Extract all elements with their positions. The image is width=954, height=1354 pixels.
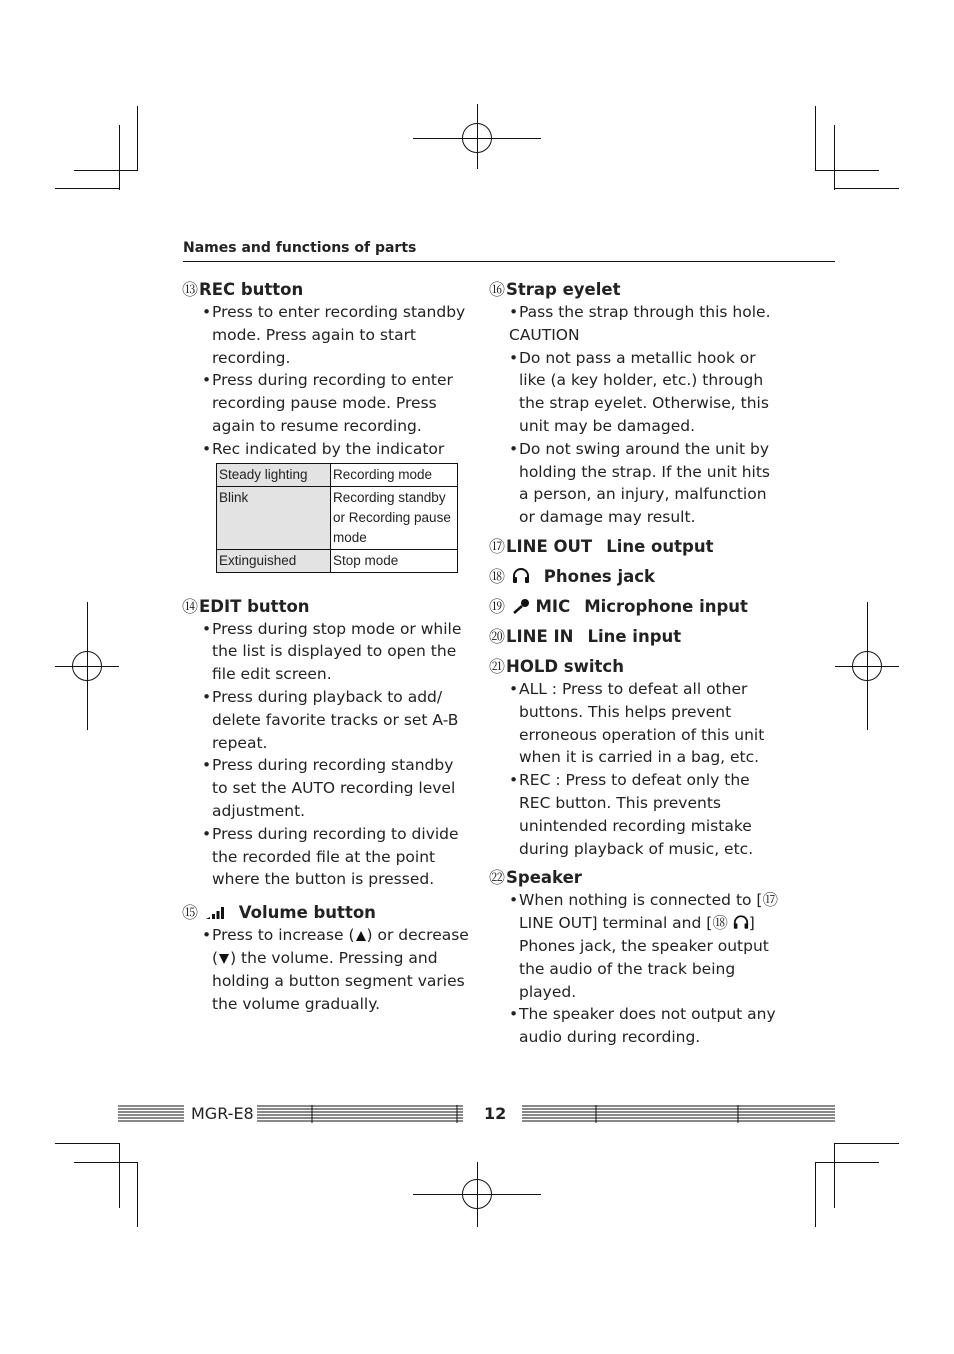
crop-mark	[119, 125, 120, 190]
left-column	[182, 278, 472, 1015]
list-item	[182, 754, 472, 822]
list-item-text: Pass the strap through this hole.	[519, 303, 771, 321]
list-item-text: ) the volume. Pressing and holding a button segment varies the volume gradually.	[212, 948, 465, 1013]
mic-heading	[489, 595, 779, 618]
phones-jack-desc: Phones jack	[543, 566, 655, 586]
crop-mark	[834, 1143, 835, 1208]
list-item-text: Press during recording to divide the recorded file at the point where the button is pressed.	[212, 824, 459, 889]
bullet: •	[202, 756, 212, 775]
registration-circle	[462, 123, 492, 153]
list-item-text: When nothing is connected to [⑰ LINE OUT] terminal and [⑱	[519, 891, 778, 933]
volume-bars-icon	[205, 906, 225, 920]
table-cell-state: Steady lighting	[217, 463, 331, 486]
speaker-title: Speaker	[506, 868, 582, 888]
item-number: ⑭	[182, 596, 199, 616]
mic-desc: Microphone input	[584, 596, 748, 616]
table-cell-state: Blink	[217, 486, 331, 549]
table-row	[217, 486, 458, 549]
line-in-heading	[489, 625, 779, 648]
speaker-list	[489, 889, 779, 1049]
mic-label: MIC	[535, 596, 571, 616]
triangle-up-icon	[355, 930, 367, 942]
strap-eyelet-list	[489, 301, 779, 324]
phones-jack-heading	[489, 565, 779, 588]
table-cell-mode: Recording standby or Recording pause mode	[331, 486, 458, 549]
rec-button-title: REC button	[199, 280, 304, 299]
crop-mark	[74, 1162, 138, 1163]
list-item	[182, 369, 472, 437]
list-item-text: Do not pass a metallic hook or like (a key holder, etc.) through the strap eyelet. Otherwise, this unit may be damaged.	[519, 348, 769, 435]
volume-button-title: Volume button	[238, 903, 376, 923]
crop-mark	[815, 1162, 816, 1227]
list-item	[489, 1003, 779, 1049]
table-row	[217, 549, 458, 572]
crop-mark	[815, 170, 879, 171]
list-item	[182, 301, 472, 369]
bullet: •	[509, 348, 519, 367]
indicator-table	[216, 463, 458, 573]
spacer	[182, 891, 472, 901]
bullet: •	[509, 891, 519, 910]
caution-list	[489, 347, 779, 529]
crop-mark	[815, 1162, 879, 1163]
line-out-label: LINE OUT	[506, 536, 593, 556]
line-in-label: LINE IN	[506, 626, 574, 646]
bullet: •	[202, 926, 212, 945]
hold-switch-title: HOLD switch	[506, 656, 624, 676]
crop-mark	[815, 106, 816, 171]
list-item-text: Press during recording to enter recording pause mode. Press again to resume recording.	[212, 371, 453, 435]
bullet: •	[509, 439, 519, 458]
list-item	[489, 438, 779, 529]
crop-mark	[137, 1162, 138, 1227]
volume-button-list	[182, 924, 472, 1015]
bullet: •	[202, 303, 212, 321]
crop-mark	[119, 1143, 120, 1208]
speaker-heading	[489, 866, 779, 889]
microphone-icon	[512, 598, 530, 614]
bullet: •	[509, 679, 519, 698]
list-item	[182, 924, 472, 1015]
table-row	[217, 463, 458, 486]
line-out-desc: Line output	[606, 536, 714, 556]
item-number: ㉒	[489, 868, 506, 888]
crop-mark	[834, 188, 899, 189]
crop-mark	[834, 1143, 899, 1144]
header-title: Names and functions of parts	[183, 240, 417, 256]
list-item-text: Press during playback to add/ delete favorite tracks or set A-B repeat.	[212, 687, 459, 752]
registration-circle	[462, 1179, 492, 1209]
list-item-text: ) or decrease (	[212, 926, 469, 967]
hold-switch-heading	[489, 655, 779, 678]
crop-mark	[137, 106, 138, 171]
item-number: ⑱	[489, 566, 506, 586]
headphones-icon	[512, 568, 530, 584]
edit-button-heading	[182, 595, 472, 618]
list-item-text: Do not swing around the unit by holding the strap. If the unit hits a person, an injury, malfunction or damage may result.	[519, 439, 770, 527]
strap-eyelet-heading	[489, 278, 779, 301]
item-number: ⑮	[182, 903, 199, 923]
list-item	[182, 618, 472, 686]
item-number: ⑬	[182, 280, 199, 299]
rec-button-list	[182, 301, 472, 461]
list-item-text: ALL : Press to defeat all other buttons. This helps prevent erroneous operation of this unit when it is carried in a bag, etc.	[519, 679, 765, 767]
list-item	[489, 347, 779, 438]
list-item-text: ] Phones jack, the speaker output the audio of the track being played.	[519, 914, 769, 1001]
headphones-icon	[733, 915, 749, 930]
bullet: •	[509, 1005, 519, 1024]
list-item	[489, 769, 779, 860]
item-number: ⑳	[489, 626, 506, 646]
right-column	[489, 278, 779, 1049]
caution-label: CAUTION	[509, 325, 580, 344]
bullet: •	[202, 371, 212, 390]
list-item-text: Rec indicated by the indicator	[212, 439, 445, 458]
table-cell-mode: Recording mode	[331, 463, 458, 486]
list-item-text: REC : Press to defeat only the REC button. This prevents unintended recording mistake during playback of music, etc.	[519, 771, 754, 858]
edit-button-title: EDIT button	[199, 596, 310, 616]
bullet: •	[202, 687, 212, 706]
crop-mark	[55, 1143, 120, 1144]
crop-mark	[834, 125, 835, 190]
bullet: •	[202, 439, 212, 458]
section-header	[183, 240, 835, 262]
list-item	[489, 678, 779, 769]
edit-button-list	[182, 618, 472, 892]
bullet: •	[202, 824, 212, 843]
item-number: ⑰	[489, 536, 506, 556]
list-item	[182, 438, 472, 461]
strap-eyelet-title: Strap eyelet	[506, 280, 621, 299]
registration-circle	[852, 651, 882, 681]
line-in-desc: Line input	[587, 626, 682, 646]
spacer	[182, 573, 472, 595]
item-number: ⑲	[489, 596, 506, 616]
footer-rule-left	[118, 1105, 188, 1125]
crop-mark	[74, 170, 138, 171]
rec-button-heading	[182, 278, 472, 301]
bullet: •	[509, 771, 519, 790]
item-number: ⑯	[489, 280, 506, 299]
list-item	[182, 823, 472, 891]
crop-mark	[55, 188, 120, 189]
list-item	[182, 686, 472, 754]
model-number: MGR-E8	[191, 1104, 254, 1123]
list-item-text: Press during recording standby to set the AUTO recording level adjustment.	[212, 756, 456, 820]
bullet: •	[202, 619, 212, 638]
hold-switch-list	[489, 678, 779, 860]
list-item	[489, 301, 779, 324]
list-item-text: Press during stop mode or while the list is displayed to open the file edit screen.	[212, 619, 462, 684]
table-cell-mode: Stop mode	[331, 549, 458, 572]
list-item	[489, 889, 779, 1003]
footer-rule-right	[520, 1105, 836, 1125]
registration-circle	[72, 651, 102, 681]
list-item-text: Press to enter recording standby mode. Press again to start recording.	[212, 303, 466, 367]
triangle-down-icon	[218, 953, 230, 965]
bullet: •	[509, 303, 519, 321]
list-item-text: The speaker does not output any audio during recording.	[519, 1005, 776, 1047]
line-out-heading	[489, 535, 779, 558]
table-cell-state: Extinguished	[217, 549, 331, 572]
footer-rule-middle	[257, 1105, 467, 1125]
volume-button-heading	[182, 901, 472, 924]
page-number: 12	[484, 1104, 507, 1123]
list-item-text: Press to increase (	[212, 926, 355, 945]
item-number: ㉑	[489, 656, 506, 676]
